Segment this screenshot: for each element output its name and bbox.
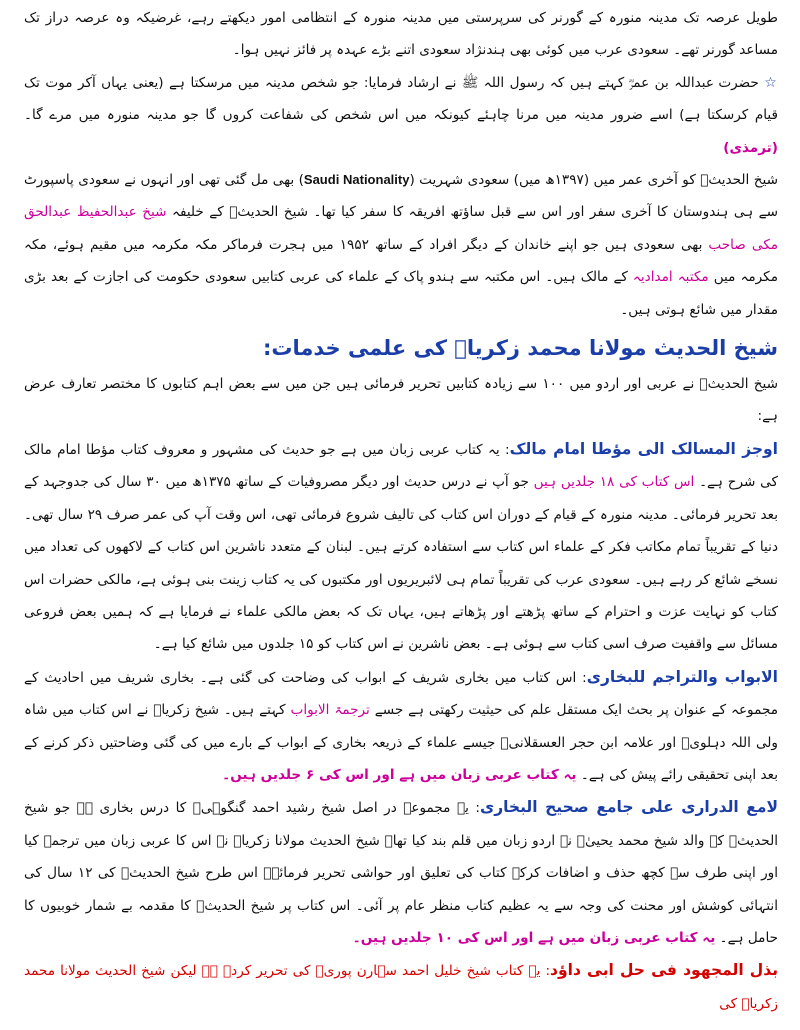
section-intro-text: شیخ الحدیثؒ نے عربی اور اردو میں ۱۰۰ سے زیادہ کتابیں تحریر فرمائی ہیں جن میں سے بعض اہم کتابوں کا مختصر تعارف عرض ہے:	[24, 376, 778, 425]
intro-paragraph	[24, 2, 778, 67]
awjaz-text-b: جو آپ نے درس حدیث اور دیگر مصروفیات کے ساتھ ۱۳۷۵ھ میں ۳۰ سال کی جدوجہد کے بعد تحریر فرمائی۔ مدینہ منورہ کے قیام کے دوران اس کتاب کی تالیف شروع فرمائی تھی، اس وقت آپ کی عمر صرف ۲۹ سال تھی۔ دنیا کے تقریباً تمام مکاتب فکر کے علماء اس کتاب سے استفادہ کرتے ہیں۔ لبنان کے متعدد ناشرین اس کتاب کے لاکھوں کی تعداد میں نسخے شائع کر رہے ہیں۔ سعودی عرب کی تقریباً تمام ہی لائبریریوں اور مکتبوں کی یہ کتاب زینت بنی ہوئی ہے، مالکی حضرات اس کتاب کو نہایت عزت و احترام کے ساتھ پڑھتے اور پڑھاتے ہیں، یہاں تک کہ بعض مالکی علماء نے فرمایا ہے کہ ہمیں بعض فروعی مسائل سے واقفیت صرف اسی کتاب سے ہوئی ہے۔ بعض ناشرین نے اس کتاب کو ۱۵ جلدوں میں شائع کیا ہے۔	[24, 474, 778, 653]
badhl-title: بذل المجھود فی حل ابی داؤد	[550, 961, 779, 980]
star-icon: ☆	[764, 74, 778, 91]
abwab-title: الابواب والتراجم للبخاری	[586, 667, 778, 686]
abwab-term: ترجمۃ الابواب	[290, 702, 370, 719]
badhl-text-a: : یہ کتاب	[490, 963, 551, 980]
awjaz-text-a: : یہ کتاب عربی زبان میں ہے جو حدیث کی مشہور و معروف کتاب مؤطا امام مالک کی شرح ہے۔	[24, 441, 778, 491]
lami-text-a: : یہ مجموعہ در اصل شیخ رشید احمد گنگوہیؒ کا درس بخاری ہے جو شیخ الحدیثؒ کے والد شیخ محمد یحییٰؒ نے اردو زبان میں قلم بند کیا تھا۔ شیخ الحدیث مولانا زکریاؒ نے اس کا عربی زبان میں ترجمہ کیا اور اپنی طرف سے کچھ حذف و اضافات کرکے کتاب کی تعلیق اور حواشی تحریر فرمائے۔ اس طرح شیخ الحدیثؒ کی ۱۲ سال کی انتہائی کوشش اور محنت کی وجہ سے یہ عظیم کتاب منظر عام پر آئی۔ اس کتاب پر شیخ الحدیثؒ کا مقدمہ بے شمار خوبیوں کا حامل ہے۔	[24, 800, 778, 946]
lami-volumes: یہ کتاب عربی زبان میں ہے اور اس کی ۱۰ جلدیں ہیں۔	[352, 929, 716, 946]
nationality-paragraph	[24, 164, 778, 326]
nationality-text-b: ) بھی مل گئی تھی اور انہوں نے سعودی پاسپورٹ سے ہی ہندوستان کا آخری سفر اور اس سے قبل ساؤتھ افریقہ کا سفر کیا تھا۔ شیخ الحدیثؒ کے خلیفہ	[24, 172, 778, 221]
abwab-text-b: کہتے ہیں۔ شیخ زکریاؒ نے اس کتاب میں شاہ ولی اللہ دہلویؒ اور علامہ ابن حجر العسقلانیؒ جیسے علماء کے ذریعہ بخاری کے ابواب کے بارے میں کی گئی وضاحتیں ذکر کرنے کے بعد اپنی تحقیقی رائے پیش کی ہے۔	[24, 702, 778, 783]
intro-text: طویل عرصہ تک مدینہ منورہ کے گورنر کی سرپرستی میں مدینہ منورہ کے انتظامی امور دیکھتے رہے، غرضیکہ وہ عرصہ دراز تک مساعد گورنر تھے۔ سعودی عرب میں کوئی بھی ہندنژاد سعودی اتنے بڑے عہدہ پر فائز نہیں ہوا۔	[24, 10, 778, 59]
nationality-english-term: Saudi Nationality	[303, 172, 410, 188]
awjaz-title: اوجز المسالک الی مؤطا امام مالک	[509, 439, 778, 458]
nationality-text-c: بھی سعودی ہیں جو اپنے خاندان کے دیگر افراد کے ساتھ ۱۹۵۲ میں ہجرت فرماکر مکہ مکرمہ میں مقیم ہوئے، مکہ مکرمہ میں	[24, 236, 778, 286]
hadith-text: حضرت عبداللہ بن عمرؓ کہتے ہیں کہ رسول اللہ ﷺ نے ارشاد فرمایا: جو شخص مدینہ میں مرسکتا ہے (یعنی یہاں آکر موت تک قیام کرسکتا ہے) اسے ضرور مدینہ میں مرنا چاہئے کیونکہ میں اس شخص کی شفاعت کروں گا جو مدینہ منورہ میں مرے گا۔	[24, 74, 778, 124]
badhl-paragraph	[24, 954, 778, 1020]
nationality-text-d: کے مالک ہیں۔ اس مکتبہ سے ہندو پاک کے علماء کی عربی کتابیں سعودی حکومت کی اجازت کے بعد بڑی مقدار میں شائع ہوتی ہیں۔	[24, 269, 778, 318]
khalifa-name: شیخ عبدالحفیظ عبدالحق مکی صاحب	[24, 204, 778, 253]
lami-title: لامع الدراری علی جامع صحیح البخاری	[479, 798, 778, 817]
document-page	[24, 2, 778, 1020]
hadith-paragraph	[24, 67, 778, 164]
abwab-volumes: یہ کتاب عربی زبان میں ہے اور اس کی ۶ جلدیں ہیں۔	[222, 766, 577, 783]
awjaz-volumes: اس کتاب کی ۱۸ جلدیں ہیں	[533, 474, 695, 491]
badhl-text-b: شیخ خلیل احمد سہارن پوریؒ کی تحریر کردہ ہے لیکن شیخ الحدیث مولانا محمد زکریاؒ کی	[24, 963, 778, 1012]
hadith-source: (ترمذی)	[723, 139, 778, 156]
library-name: مکتبہ امدادیہ	[632, 269, 709, 286]
lami-paragraph	[24, 791, 778, 954]
abwab-paragraph	[24, 661, 778, 792]
abwab-text-a: : اس کتاب میں بخاری شریف کے ابواب کی وضاحت کی گئی ہے۔ بخاری شریف میں احادیث کے مجموعہ کے عنوان پر بحث ایک مستقل علم کی حیثیت رکھتی ہے جسے	[24, 669, 778, 719]
awjaz-paragraph	[24, 433, 778, 661]
section-heading: شیخ الحدیث مولانا محمد زکریاؒ کی علمی خدمات:	[262, 336, 778, 361]
nationality-text-a: شیخ الحدیثؒ کو آخری عمر میں (۱۳۹۷ھ میں) سعودی شہریت (	[409, 172, 779, 189]
section-intro	[24, 368, 778, 433]
